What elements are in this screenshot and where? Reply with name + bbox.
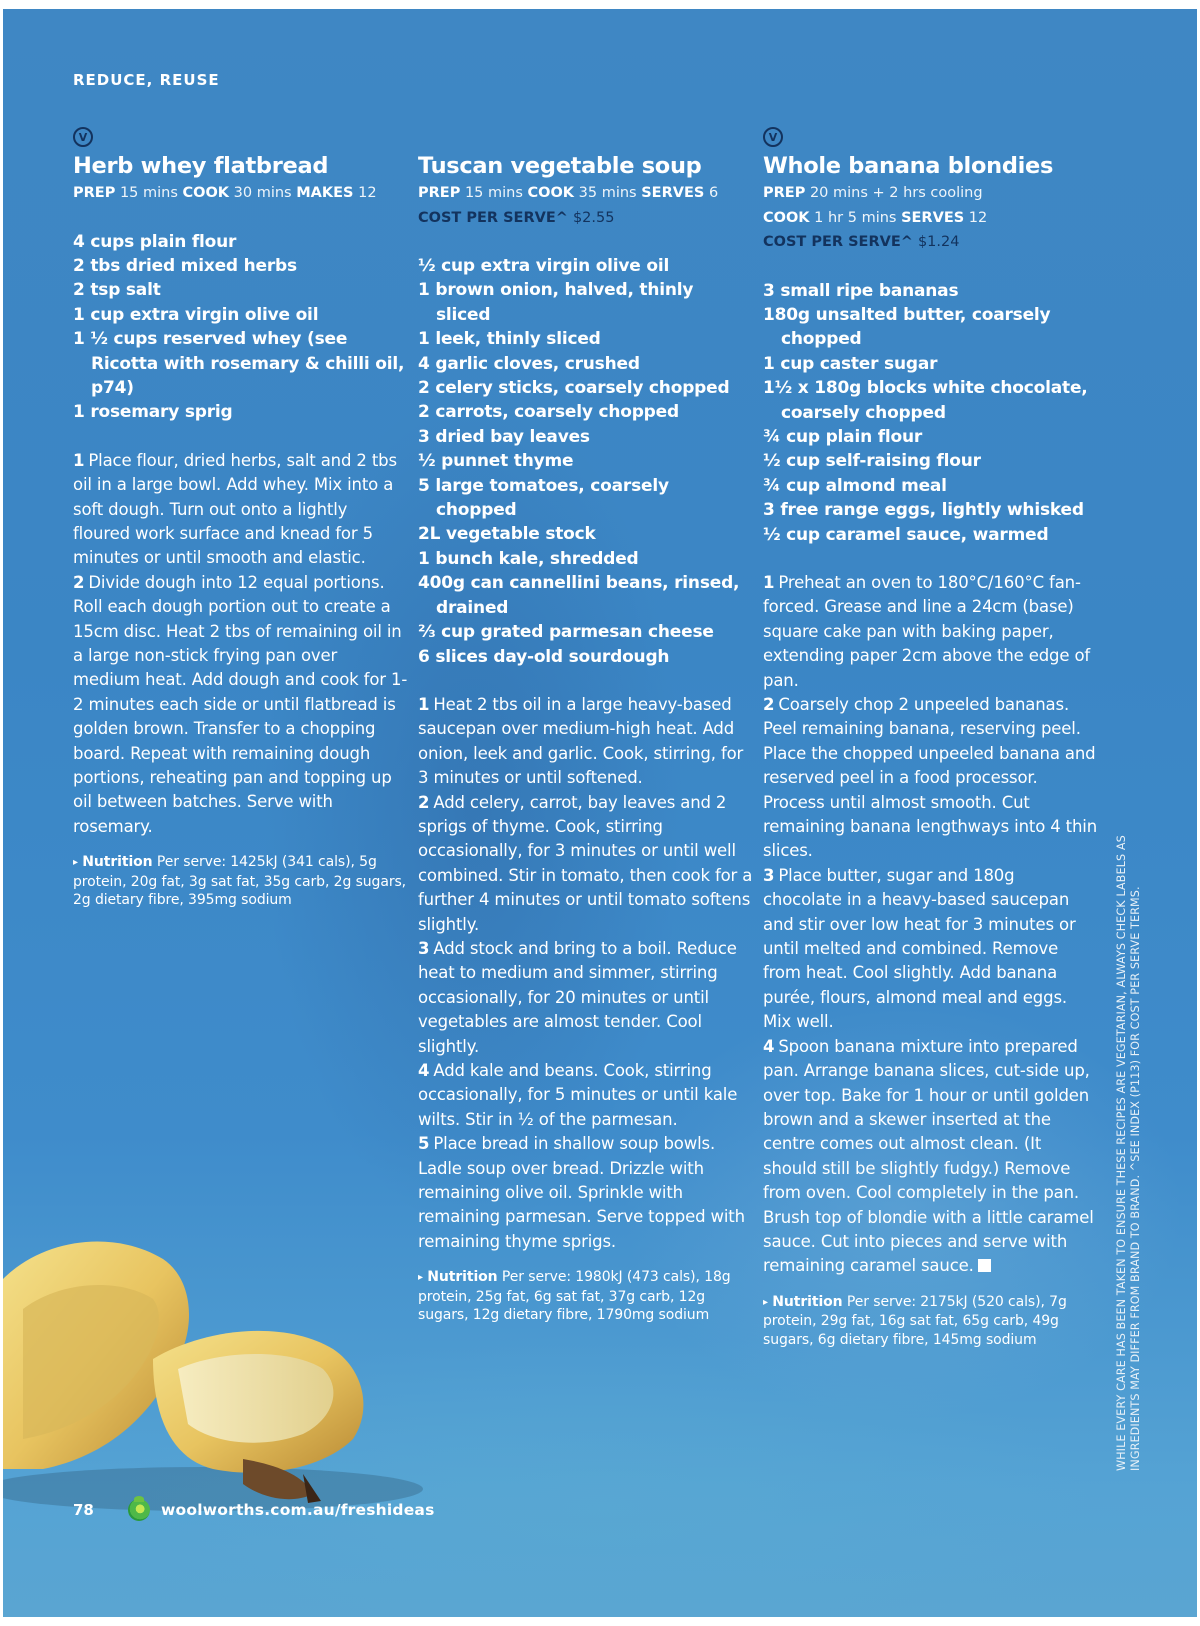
cook-time: 30 mins: [233, 185, 292, 201]
cost-value: $1.24: [917, 234, 960, 250]
ingredient-item: ¾ cup almond meal: [763, 475, 947, 496]
step-number: 1: [418, 694, 430, 714]
step-number: 2: [418, 792, 430, 812]
cost-per-serve: [763, 230, 1098, 255]
ingredient-item: ⅔ cup grated parmesan cheese: [418, 622, 714, 643]
cook-label: COOK: [182, 185, 230, 201]
ingredient-item: 4 garlic cloves, crushed: [418, 353, 640, 374]
method-step: [418, 937, 753, 1059]
yield-value: 12: [968, 209, 988, 226]
method-step: [418, 791, 753, 937]
step-number: 1: [73, 450, 85, 470]
prep-time: 20 mins + 2 hrs cooling: [809, 185, 983, 201]
step-text: Divide dough into 12 equal portions. Roll each dough portion out to create a 15cm disc. Heat 2 tbs of remaining oil in a large non-stick frying pan over medium heat. Add dough and cook for 1-2 minutes each side or until flatbread is golden brown. Transfer to a chopping board. Repeat with remaining dough portions, reheating pan and topping up oil between batches. Serve with rosemary.: [73, 572, 408, 836]
section-label: REDUCE, REUSE: [73, 71, 220, 89]
recipe-title: Whole banana blondies: [763, 153, 1054, 179]
ingredient-item: 2 carrots, coarsely chopped: [418, 402, 679, 423]
prep-time: 15 mins: [464, 185, 523, 201]
nutrition-label: Nutrition: [427, 1269, 498, 1286]
method-step: [763, 571, 1098, 693]
step-number: 2: [73, 572, 85, 592]
step-text: Place flour, dried herbs, salt and 2 tbs oil in a large bowl. Add whey. Mix into a soft dough. Turn out onto a lightly floured work surface and knead for 5 minutes or until smooth and elastic.: [73, 450, 397, 568]
step-number: 4: [763, 1036, 775, 1056]
step-text: Coarsely chop 2 unpeeled bananas. Peel remaining banana, reserving peel. Place the chopped unpeeled banana and reserved peel in a food processor. Process until almost smooth. Cut remaining banana lengthways into 4 thin slices.: [763, 695, 1098, 861]
recipe-meta-cook: [763, 206, 1098, 231]
ingredient-list: [418, 254, 753, 669]
recipe-whole-banana-blondies: [763, 127, 1098, 1349]
step-number: 3: [418, 938, 430, 958]
cook-label: COOK: [763, 209, 810, 226]
step-text: Place bread in shallow soup bowls. Ladle soup over bread. Drizzle with remaining olive oil. Sprinkle with remaining parmesan. Serve topped with remaining thyme sprigs.: [418, 1134, 745, 1251]
recipe-meta-prep: [763, 181, 1098, 206]
ingredient-list: [763, 279, 1098, 547]
step-number: 4: [418, 1061, 430, 1080]
ingredient-item: ¾ cup plain flour: [763, 426, 923, 447]
prep-time: 15 mins: [119, 185, 178, 201]
recipe-title: Tuscan vegetable soup: [418, 153, 702, 179]
arrow-right-icon: ▸: [763, 1296, 768, 1308]
method-step: [763, 1035, 1098, 1279]
step-text: Spoon banana mixture into prepared pan. Arrange banana slices, cut-side up, over top. Bake for 1 hour or until golden brown and a skewer inserted at the centre comes out almost clean. (It should still be slightly fudgy.) Remove from oven. Cool completely in the pan. Brush top of blondie with a little caramel sauce. Cut into pieces and serve with remaining caramel sauce.: [763, 1036, 1094, 1276]
page-footer: [73, 1496, 435, 1524]
prep-label: PREP: [73, 185, 116, 201]
nutrition-info: [763, 1293, 1098, 1350]
method: [418, 693, 753, 1254]
ingredient-item: 6 slices day-old sourdough: [418, 646, 670, 667]
ingredient-item: 3 free range eggs, lightly whisked: [763, 500, 1084, 521]
recipe-meta: [418, 181, 753, 206]
cost-per-serve: [418, 206, 753, 231]
step-number: 2: [763, 695, 775, 714]
cost-value: $2.55: [572, 209, 615, 226]
method-step: [418, 1059, 753, 1132]
nutrition-text: Per serve: 1980kJ (473 cals), 18g protein, 25g fat, 6g sat fat, 37g carb, 12g sugars, 12g dietary fibre, 1790mg sodium: [418, 1269, 731, 1324]
ingredient-item: 1 ½ cups reserved whey (see Ricotta with rosemary & chilli oil, p74): [73, 329, 405, 398]
recipe-herb-whey-flatbread: [73, 127, 408, 910]
end-mark-icon: [978, 1259, 991, 1272]
ingredient-item: 2 tbs dried mixed herbs: [73, 255, 297, 276]
woolworths-logo-icon: [125, 1496, 153, 1524]
ingredient-item: 2 tsp salt: [73, 280, 161, 301]
step-text: Add celery, carrot, bay leaves and 2 sprigs of thyme. Cook, stirring occasionally, for 3 minutes or until well combined. Stir in tomato, then cook for a further 4 minutes or until tomato softens slightly.: [418, 792, 753, 934]
ingredient-item: 3 dried bay leaves: [418, 426, 590, 447]
cost-label: COST PER SERVE^: [763, 234, 913, 250]
cook-time: 35 mins: [578, 185, 637, 201]
yield-label: SERVES: [641, 185, 705, 201]
nutrition-info: [73, 853, 408, 910]
disclaimer-text: WHILE EVERY CARE HAS BEEN TAKEN TO ENSURE THESE RECIPES ARE VEGETARIAN, ALWAYS CHECK LABELS AS INGREDIENTS MAY DIFFER FROM BRAND TO BRAND. ^SEE INDEX (P113) FOR COST PER SERVE TERMS.: [1115, 835, 1142, 1471]
arrow-right-icon: ▸: [73, 857, 78, 869]
method-step: [763, 864, 1098, 1035]
method-step: [418, 693, 753, 791]
ingredient-item: 3 small ripe bananas: [763, 280, 959, 301]
ingredient-item: 4 cups plain flour: [73, 231, 237, 252]
ingredient-item: ½ cup extra virgin olive oil: [418, 256, 670, 276]
ingredient-item: 1 rosemary sprig: [73, 402, 233, 423]
ingredient-item: 400g can cannellini beans, rinsed, drained: [418, 573, 740, 618]
step-number: 1: [763, 572, 775, 592]
ingredient-item: ½ cup caramel sauce, warmed: [763, 524, 1049, 545]
ingredient-list: [73, 230, 408, 425]
ingredient-item: 1 leek, thinly sliced: [418, 329, 601, 350]
ingredient-item: ½ cup self-raising flour: [763, 451, 981, 472]
method-step: [418, 1132, 753, 1254]
step-text: Preheat an oven to 180°C/160°C fan-forced. Grease and line a 24cm (base) square cake pan with baking paper, extending paper 2cm above the edge of pan.: [763, 572, 1091, 690]
ingredient-item: 180g unsalted butter, coarsely chopped: [763, 304, 1051, 350]
page-number: 78: [73, 1501, 94, 1519]
step-text: Add kale and beans. Cook, stirring occasionally, for 5 minutes or until kale wilts. Stir in ½ of the parmesan.: [418, 1061, 738, 1129]
yield-label: SERVES: [901, 209, 965, 226]
method-step: [763, 693, 1098, 864]
step-text: Heat 2 tbs oil in a large heavy-based saucepan over medium-high heat. Add onion, leek and garlic. Cook, stirring, for 3 minutes or until softened.: [418, 694, 744, 788]
ingredient-item: ½ punnet thyme: [418, 451, 574, 472]
method: [73, 449, 408, 840]
ingredient-item: 1 cup caster sugar: [763, 353, 938, 374]
nutrition-label: Nutrition: [82, 854, 153, 871]
yield-label: MAKES: [296, 185, 354, 201]
ingredient-item: 2L vegetable stock: [418, 524, 596, 545]
ingredient-item: 1½ x 180g blocks white chocolate, coarsely chopped: [763, 378, 1088, 423]
yield-value: 12: [358, 185, 377, 201]
ingredient-item: 1 cup extra virgin olive oil: [73, 304, 319, 325]
prep-label: PREP: [763, 185, 806, 201]
method-step: [73, 571, 408, 839]
ingredient-item: 2 celery sticks, coarsely chopped: [418, 378, 730, 399]
magazine-page: [3, 9, 1197, 1617]
nutrition-text: Per serve: 2175kJ (520 cals), 7g protein, 29g fat, 16g sat fat, 65g carb, 49g sugars, 6g dietary fibre, 145mg sodium: [763, 1293, 1067, 1348]
step-text: Place butter, sugar and 180g chocolate in a heavy-based saucepan and stir over low heat for 3 minutes or until melted and combined. Remove from heat. Cool slightly. Add banana purée, flours, almond meal and eggs. Mix well.: [763, 865, 1076, 1032]
step-number: 5: [418, 1134, 430, 1154]
prep-label: PREP: [418, 185, 461, 201]
vegetarian-icon: V: [763, 127, 783, 147]
nutrition-label: Nutrition: [772, 1293, 843, 1310]
vegetarian-icon: V: [73, 127, 93, 147]
step-number: 3: [763, 865, 775, 885]
arrow-right-icon: ▸: [418, 1272, 423, 1284]
website-link[interactable]: woolworths.com.au/freshideas: [161, 1501, 435, 1519]
ingredient-item: 5 large tomatoes, coarsely chopped: [418, 475, 669, 521]
recipe-meta: [73, 181, 408, 206]
recipe-title: Herb whey flatbread: [73, 153, 329, 179]
cook-time: 1 hr 5 mins: [814, 209, 897, 226]
ingredient-item: 1 brown onion, halved, thinly sliced: [418, 280, 694, 325]
method: [763, 571, 1098, 1279]
step-text: Add stock and bring to a boil. Reduce heat to medium and simmer, stirring occasionally, for 20 minutes or until vegetables are almost tender. Cool slightly.: [418, 938, 737, 1056]
banana-peel-image: [3, 1219, 423, 1519]
cost-label: COST PER SERVE^: [418, 209, 568, 226]
cook-label: COOK: [527, 185, 575, 201]
recipe-tuscan-vegetable-soup: [418, 127, 753, 1325]
ingredient-item: 1 bunch kale, shredded: [418, 548, 639, 569]
nutrition-info: [418, 1268, 753, 1325]
yield-value: 6: [708, 185, 719, 201]
nutrition-text: Per serve: 1425kJ (341 cals), 5g protein, 20g fat, 3g sat fat, 35g carb, 2g sugars, 2g dietary fibre, 395mg sodium: [73, 854, 407, 909]
method-step: [73, 449, 408, 571]
